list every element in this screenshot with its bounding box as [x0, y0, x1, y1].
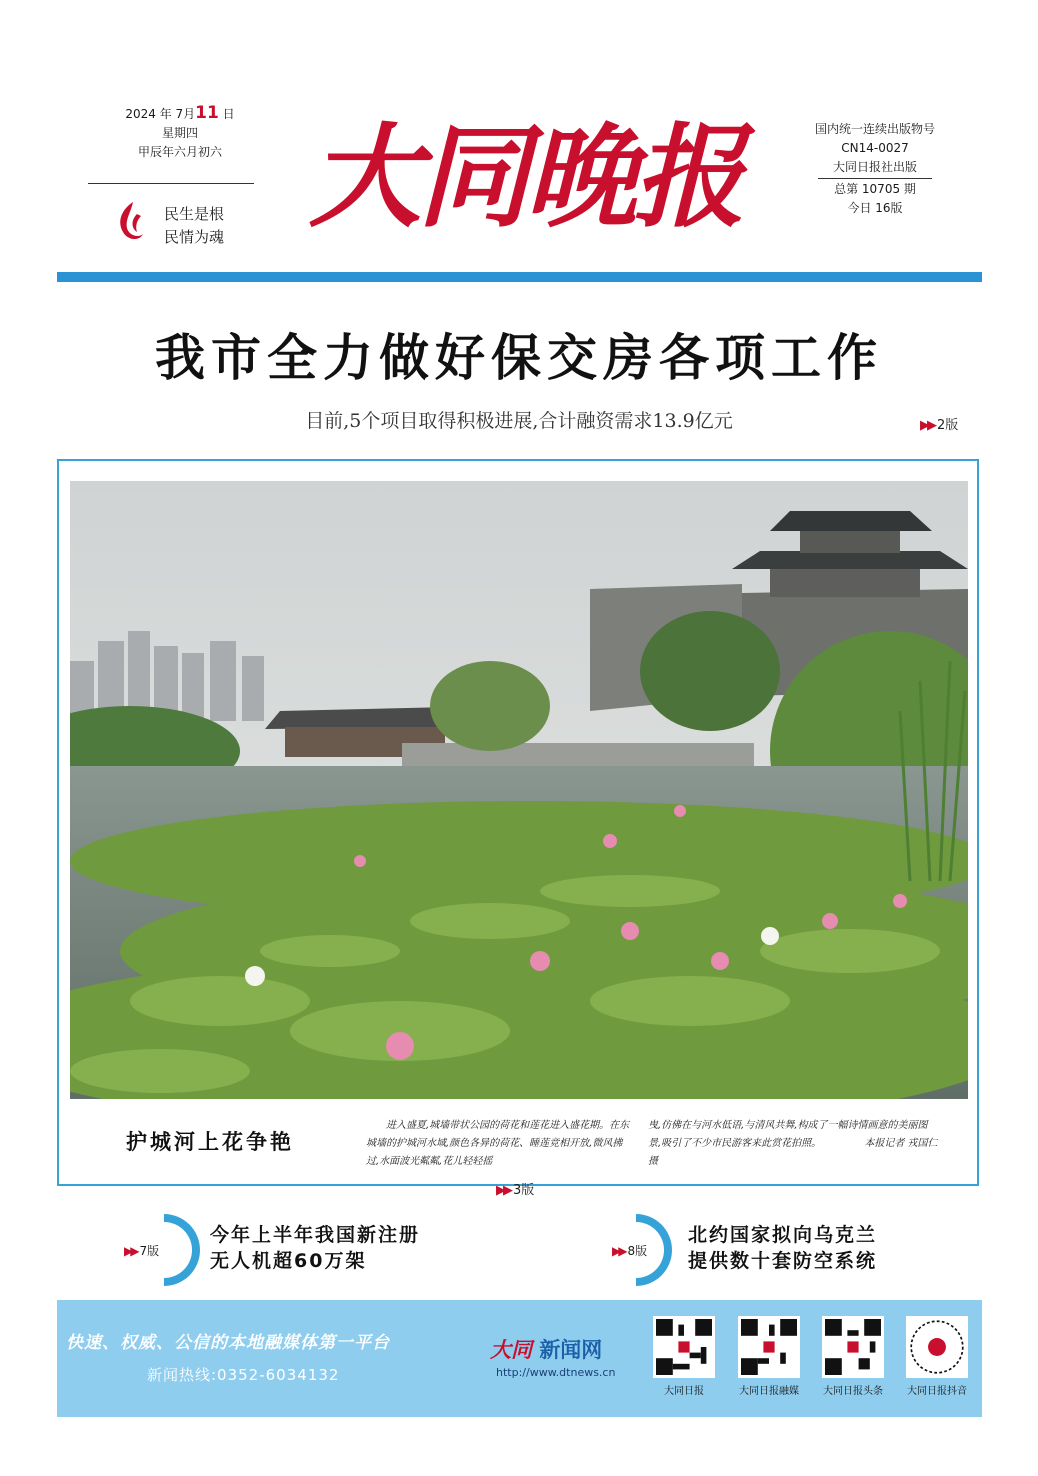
- photo-page-ref[interactable]: ▶▶ 3版: [496, 1183, 535, 1198]
- teaser-2-line-1: 北约国家拟向乌克兰: [688, 1224, 878, 1246]
- sub-headline: 目前,5个项目取得积极进展,合计融资需求13.9亿元: [305, 410, 733, 432]
- teaser-2-line-2: 提供数十套防空系统: [688, 1250, 878, 1272]
- photo-caption-col1: 进入盛夏,城墙带状公园的荷花和莲花进入盛花期。在东城墙的护城河水域,颜色各异的荷花、睡莲竞相开放,微风拂过,水面波光粼粼,花儿轻轻摇: [366, 1120, 630, 1167]
- header-blue-bar: [57, 272, 982, 282]
- double-arrow-icon: ▶▶: [612, 1244, 625, 1258]
- footer-slogan: 快速、权威、公信的本地融媒体第一平台: [66, 1333, 390, 1353]
- photo-credit: 本报记者 戎国仁 摄: [648, 1138, 938, 1167]
- main-headline[interactable]: 我市全力做好保交房各项工作: [155, 329, 883, 387]
- teaser-1-line-2: 无人机超60万架: [210, 1250, 367, 1272]
- double-arrow-icon: ▶▶: [124, 1244, 137, 1258]
- date-divider: [88, 183, 254, 184]
- date-day: 11: [195, 103, 219, 123]
- teaser-2-page-ref[interactable]: ▶▶ 8版: [612, 1244, 648, 1258]
- photo-caption-title: 护城河上花争艳: [126, 1130, 294, 1154]
- pub-serial-number: CN14-0027: [841, 141, 909, 155]
- photo-caption-col2: [648, 1117, 940, 1171]
- qr-code-icon: [906, 1316, 968, 1378]
- qr-block-3[interactable]: [822, 1316, 898, 1397]
- pub-divider: [818, 178, 932, 179]
- issue-date: 2024 年 7月11 日: [125, 103, 235, 123]
- lunar-date: 甲辰年六月初六: [137, 145, 222, 159]
- teaser-1-title[interactable]: [210, 1222, 420, 1274]
- publication-info: [800, 120, 950, 218]
- issue-number: 总第 10705 期: [834, 182, 916, 196]
- qr-label-2: 大同日报融媒: [739, 1386, 799, 1397]
- half-circle-icon: [164, 1214, 200, 1286]
- qr-label-3: 大同日报头条: [823, 1386, 883, 1397]
- qr-block-2[interactable]: [738, 1316, 814, 1397]
- teaser-1-page-ref[interactable]: ▶▶ 7版: [124, 1244, 160, 1258]
- news-hotline: 新闻热线:0352-6034132: [147, 1366, 340, 1384]
- slogan-line-2: 民情为魂: [164, 228, 225, 246]
- news-site-url[interactable]: http://www.dtnews.cn: [496, 1366, 616, 1379]
- qr-block-1[interactable]: [653, 1316, 729, 1397]
- qr-label-1: 大同日报: [664, 1386, 704, 1397]
- slogan-line-1: 民生是根: [164, 205, 225, 223]
- qr-block-4[interactable]: [906, 1316, 982, 1397]
- newspaper-masthead: [270, 98, 780, 248]
- double-arrow-icon: ▶▶: [496, 1183, 510, 1198]
- masthead-title: 大同晚报: [309, 112, 741, 243]
- qr-code-icon: [738, 1316, 800, 1378]
- qr-code-icon: [653, 1316, 715, 1378]
- qr-label-4: 大同日报抖音: [907, 1386, 967, 1397]
- weekday: 星期四: [161, 126, 198, 140]
- news-logo-part-b: 新闻网: [539, 1338, 603, 1362]
- headline-page-ref[interactable]: ▶▶ 2版: [920, 418, 959, 433]
- teaser-2-title[interactable]: [688, 1222, 877, 1274]
- double-arrow-icon: ▶▶: [920, 418, 934, 433]
- page-count: 今日 16版: [847, 201, 903, 215]
- news-photo[interactable]: [70, 481, 968, 1099]
- photo-caption-col2-text: 曳,仿佛在与河水低语,与清风共舞,构成了一幅诗情画意的美丽图景,吸引了不少市民游客来此赏花拍照。: [648, 1120, 928, 1149]
- news-site-logo[interactable]: [490, 1334, 602, 1364]
- pub-serial-label: 国内统一连续出版物号: [814, 122, 935, 136]
- publisher: 大同日报社出版: [832, 160, 917, 174]
- flame-logo-icon: [113, 200, 147, 244]
- slogan: [164, 203, 224, 249]
- date-block: [100, 104, 260, 162]
- qr-code-icon: [822, 1316, 884, 1378]
- teaser-1-line-1: 今年上半年我国新注册: [210, 1224, 421, 1246]
- news-logo-part-a: 大同: [490, 1337, 532, 1362]
